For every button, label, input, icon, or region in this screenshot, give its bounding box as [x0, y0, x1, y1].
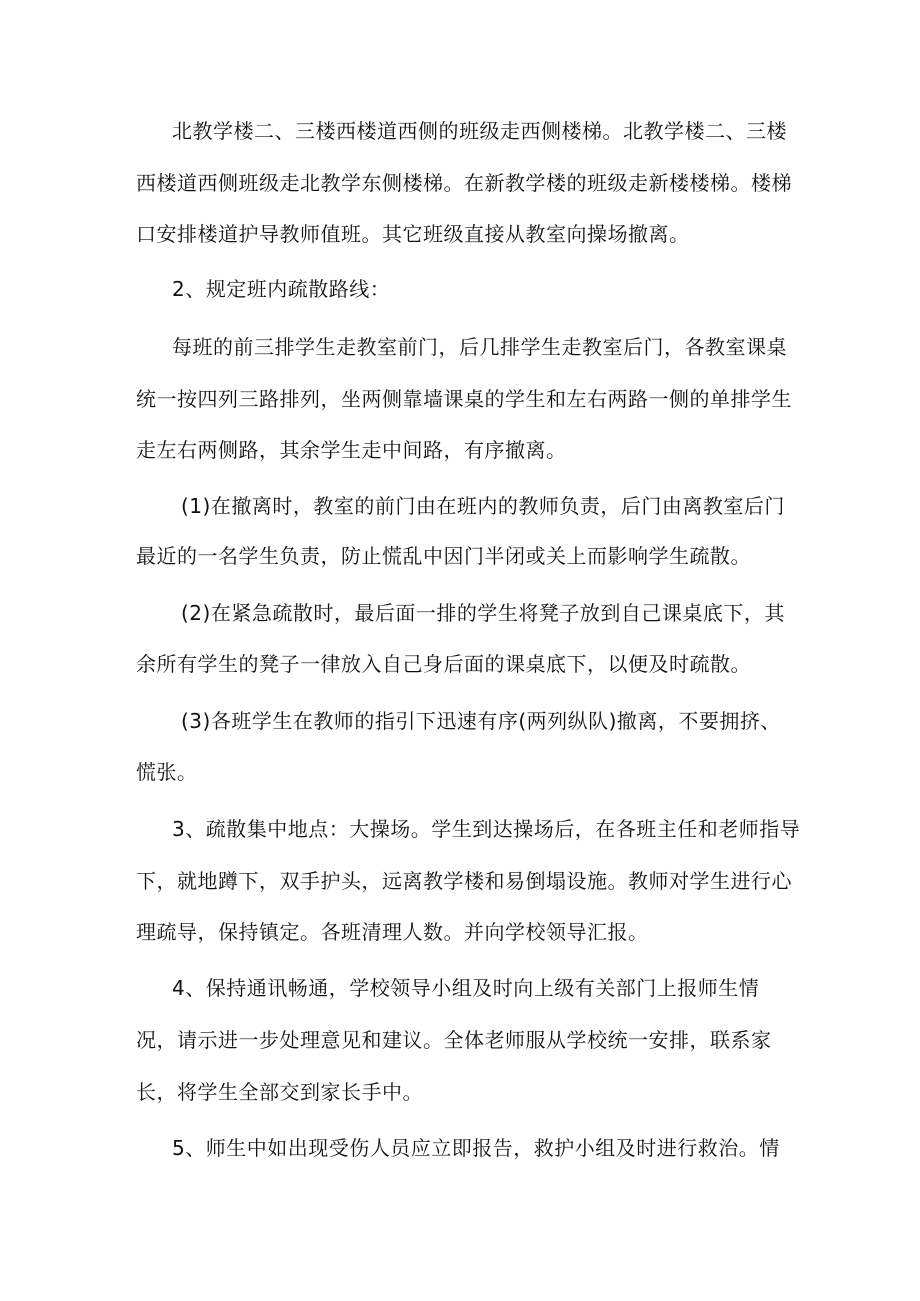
text-line: 长，将学生全部交到家长手中。: [136, 1080, 423, 1104]
text-line: 况，请示进一步处理意见和建议。全体老师服从学校统一安排，联系家: [136, 1028, 772, 1052]
text-line: 口安排楼道护导教师值班。其它班级直接从教室向操场撤离。: [136, 222, 690, 246]
list-item-line: (1)在撤离时，教室的前门由在班内的教师负责，后门由离教室后门: [181, 494, 785, 518]
text-line: 北教学楼二、三楼西楼道西侧的班级走西侧楼梯。北教学楼二、三楼: [172, 119, 787, 143]
text-line: 3、疏散集中地点：大操场。学生到达操场后，在各班主任和老师指导: [172, 817, 801, 841]
text-line: 走左右两侧路，其余学生走中间路，有序撤离。: [136, 438, 567, 462]
text-line: 西楼道西侧班级走北教学东侧楼梯。在新教学楼的班级走新楼楼梯。楼梯: [136, 171, 792, 195]
text-line: 4、保持通讯畅通，学校领导小组及时向上级有关部门上报师生情: [172, 976, 760, 1000]
text-line: 每班的前三排学生走教室前门，后几排学生走教室后门，各教室课桌: [172, 335, 787, 359]
text-line: 5、师生中如出现受伤人员应立即报告，救护小组及时进行救治。情: [172, 1136, 780, 1160]
list-item-line: (2)在紧急疏散时，最后面一排的学生将凳子放到自己课桌底下，其: [181, 601, 785, 625]
text-line: 理疏导，保持镇定。各班清理人数。并向学校领导汇报。: [136, 920, 649, 944]
text-line: 统一按四列三路排列，坐两侧靠墙课桌的学生和左右两路一侧的单排学生: [136, 387, 792, 411]
text-line: 下，就地蹲下，双手护头，远离教学楼和易倒塌设施。教师对学生进行心: [136, 869, 792, 893]
text-line: 慌张。: [136, 760, 198, 784]
text-line: 余所有学生的凳子一律放入自己身后面的课桌底下，以便及时疏散。: [136, 652, 751, 676]
section-heading: 2、规定班内疏散路线：: [172, 277, 391, 301]
text-line: 最近的一名学生负责，防止慌乱中因门半闭或关上而影响学生疏散。: [136, 544, 751, 568]
list-item-line: (3)各班学生在教师的指引下迅速有序(两列纵队)撤离，不要拥挤、: [181, 709, 781, 733]
